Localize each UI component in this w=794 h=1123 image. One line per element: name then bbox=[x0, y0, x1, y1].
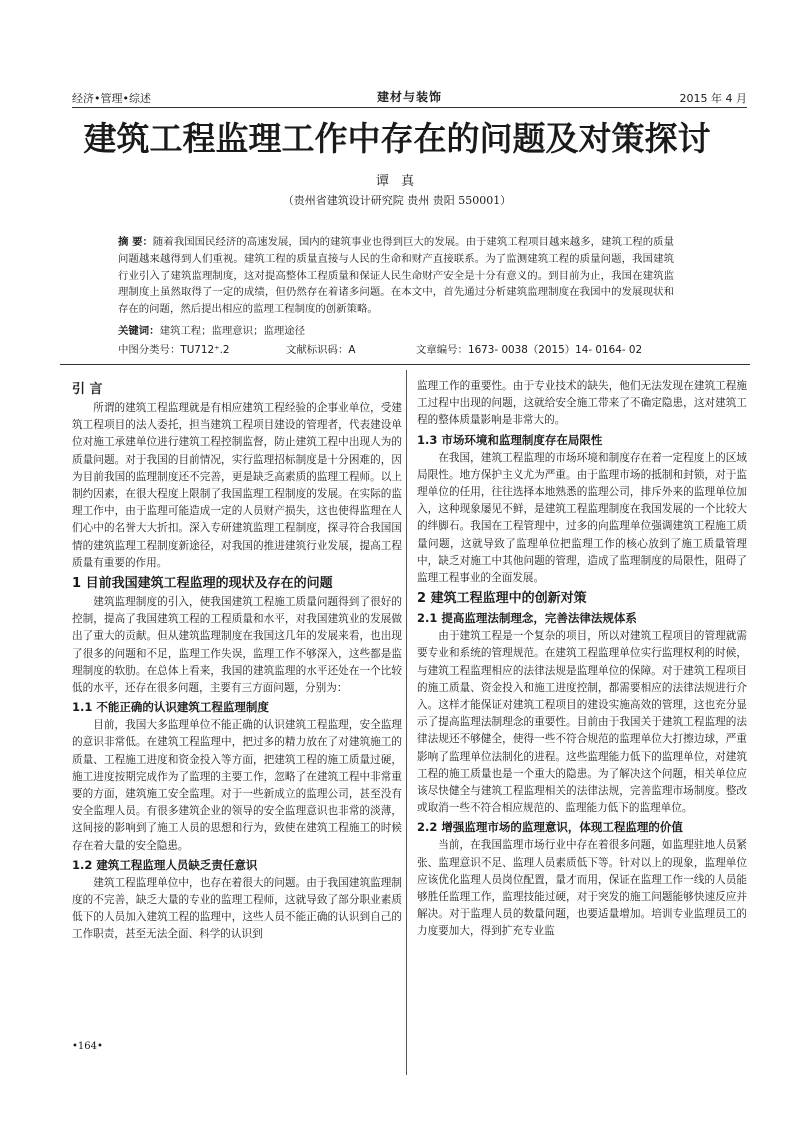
section-2-2-heading: 2.2 增强监理市场的监理意识，体现工程监理的价值 bbox=[417, 820, 683, 835]
keywords bbox=[118, 322, 674, 337]
intro-paragraph: 所谓的建筑工程监理就是有相应建筑工程经验的企事业单位，受建筑工程项目的法人委托，担当建筑工程项目建设的管理者，代表建设单位对施工承建单位进行建筑工程控制监督，防止建筑工程中出现人为的质量问题。对于我国的目前情况，实行监理招标制度是十分困难的，因为目前我国的监理制度还不完善，更是缺乏高素质的监理工程师。以上制约因素，在很大程度上限制了我国监理工程制度的发展。在实际的监理工作中，由于监理可能造成一定的人员财产损失，这也使得监理在人们心中的名誉大大折扣。深入专研建筑监理工程制度，探寻符合我国国情的建筑监理工程制度新途径，对我国的推进建筑行业发展，提高工程质量有重要的作用。 bbox=[72, 402, 402, 569]
clc-number: 中图分类号：TU712⁺.2 bbox=[118, 344, 230, 356]
document-code: 文献标识码：A bbox=[286, 344, 356, 356]
page-number: •164• bbox=[72, 1041, 103, 1052]
classification-line bbox=[118, 341, 674, 357]
author: 谭 真 bbox=[375, 174, 419, 189]
section-1-heading: 1 目前我国建筑工程监理的现状及存在的问题 bbox=[72, 576, 333, 592]
header-date: 2015 年 4 月 bbox=[679, 92, 747, 105]
page-header bbox=[72, 88, 747, 106]
keywords-label: 关键词： bbox=[118, 325, 160, 337]
section-1-1-paragraph: 目前，我国大多监理单位不能正确的认识建筑工程监理，安全监理的意识非常低。在建筑工程监理中，把过多的精力放在了对建筑施工的质量、工程施工进度和资金投入等方面，把建筑工程的施工质量过硬，施工进度按期完成作为了监理的主要工作，忽略了在建筑工程中非常重要的方面，建筑施工安全监理。对于一些新成立的监理公司，甚至没有安全监理人员。有很多建筑企业的领导的安全监理意识也非常的淡薄，这间接的影响到了施工人员的思想和行为，致使在建筑工程施工的时候存在着大量的安全隐患。 bbox=[72, 719, 402, 852]
header-rule bbox=[72, 107, 747, 108]
section-1-1-heading: 1.1 不能正确的认识建筑工程监理制度 bbox=[72, 700, 269, 715]
right-column bbox=[417, 378, 747, 941]
section-1-2-paragraph-continued: 监理工作的重要性。由于专业技术的缺失，他们无法发现在建筑工程施工过程中出现的问题，这就给安全施工带来了不确定隐患，这对建筑工程的整体质量影响是非常大的。 bbox=[417, 380, 747, 427]
header-journal: 建材与装饰 bbox=[376, 90, 442, 104]
abstract-label: 摘 要： bbox=[118, 236, 153, 248]
abstract-text: 随着我国国民经济的高速发展，国内的建筑事业也得到巨大的发展。由于建筑工程项目越来越多，建筑工程的质量问题越来越得到人们重视。建筑工程的质量直接与人民的生命和财产直接联系。为了监测建筑工程的质量问题，我国建筑行业引入了建筑监理制度，这对提高整体工程质量和保证人民生命财产安全是十分有意义的。到目前为止，我国在建筑监理制度上虽然取得了一定的成绩，但仍然存在着诸多问题。在本文中，首先通过分析建筑监理制度在我国中的发展现状和存在的问题，然后提出相应的监理工程制度的创新策略。 bbox=[118, 236, 674, 316]
column-divider bbox=[406, 370, 407, 1075]
left-column bbox=[72, 378, 402, 944]
paper-title: 建筑工程监理工作中存在的问题及对策探讨 bbox=[83, 119, 711, 158]
intro-heading: 引 言 bbox=[72, 382, 103, 397]
body-rule bbox=[60, 364, 750, 365]
affiliation: （贵州省建筑设计研究院 贵州 贵阳 550001） bbox=[282, 194, 512, 207]
abstract bbox=[118, 234, 674, 318]
section-2-1-paragraph: 由于建筑工程是一个复杂的项目，所以对建筑工程项目的管理就需要专业和系统的管理规范。在建筑工程监理单位实行监理权利的时候，与建筑工程监理相应的法律法规是监理单位的保障。对于建筑工程项目的施工质量、资金投入和施工进度控制，都需要相应的法律法规进行介入。这样才能保证对建筑工程项目的建设实施高效的管理，这也充分显示了提高监理法制理念的重要性。目前由于我国关于建筑工程监理的法律法规还不够健全，使得一些不符合规范的监理单位大打擦边球，严重影响了监理单位法制化的进程。这些监理能力低下的监理单位，对建筑工程的施工质量也是一个重大的隐患。为了解决这个问题，相关单位应该尽快健全与建筑工程监理相关的法律法规，完善监理市场制度。整改或取消一些不符合相应规范的、监理能力低下的监理单位。 bbox=[417, 630, 747, 815]
header-section: 经济•管理•综述 bbox=[72, 92, 151, 105]
article-number: 文章编号：1673- 0038（2015）14- 0164- 02 bbox=[416, 344, 643, 356]
section-2-heading: 2 建筑工程监理中的创新对策 bbox=[417, 591, 587, 607]
section-1-2-paragraph: 建筑工程监理单位中，也存在着很大的问题。由于我国建筑监理制度的不完善，缺乏大量的专业的监理工程师，这就导致了部分职业素质低下的人员加入建筑工程的监理中，这些人员不能正确的认识到自己的工作职责，甚至无法全面、科学的认识到 bbox=[72, 876, 402, 941]
section-1-paragraph: 建筑监理制度的引入，使我国建筑工程施工质量问题得到了很好的控制，提高了我国建筑工程的工程质量和水平，对我国建筑业的发展做出了重大的贡献。但从建筑监理制度在我国这几年的发展来看，也出现了很多的问题和不足，监理工作失误，监理工作不够深入，这些都是监理制度的软肋。在总体上看来，我国的建筑监理的水平还处在一个比较低的水平，还存在很多问题，主要有三方面问题，分别为： bbox=[72, 596, 402, 695]
section-2-2-paragraph: 当前，在我国监理市场行业中存在着很多问题，如监理驻地人员紧张、监理意识不足、监理人员素质低下等。针对以上的现象，监理单位应该优化监理人员岗位配置，量才而用，保证在监理工作一线的人员能够胜任监理工作，监理技能过硬，对于突发的施工问题能够快速反应并解决。对于监理人员的数量问题，也要适量增加。培训专业监理员工的力度要加大，得到扩充专业监 bbox=[417, 839, 747, 938]
section-2-1-heading: 2.1 提高监理法制理念，完善法律法规体系 bbox=[417, 611, 637, 626]
section-1-3-heading: 1.3 市场环境和监理制度存在局限性 bbox=[417, 432, 603, 447]
keywords-text: 建筑工程；监理意识；监理途径 bbox=[159, 325, 306, 337]
section-1-2-heading: 1.2 建筑工程监理人员缺乏责任意识 bbox=[72, 857, 258, 872]
section-1-3-paragraph: 在我国，建筑工程监理的市场环境和制度存在着一定程度上的区域局限性。地方保护主义尤为严重。由于监理市场的抵制和封锁，对于监理单位的任用，往往选择本地熟悉的监理公司，排斥外来的监理单位加入，这种现象屡见不鲜，是建筑工程监理制度在我国发展的一个比较大的绊脚石。我国在工程管理中，过多的向监理单位强调建筑工程施工质量问题，这就导致了监理单位把监理工作的核心放到了施工质量管理中，缺乏对施工中其他问题的管理，造成了监理制度的局限性，阻碍了监理工程事业的全面发展。 bbox=[417, 451, 747, 585]
